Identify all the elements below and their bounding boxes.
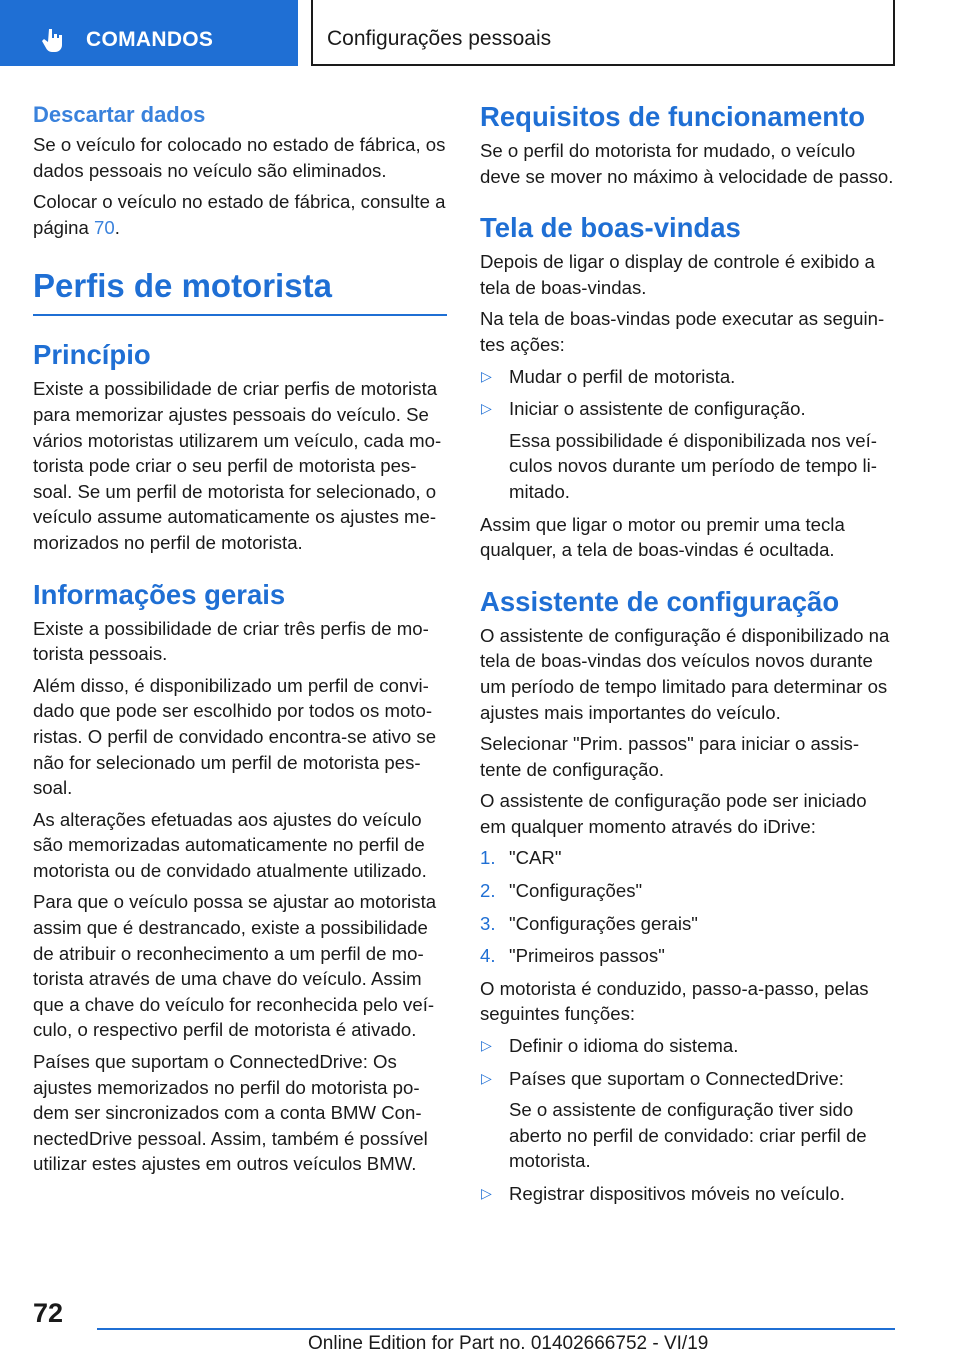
paragraph: Existe a possibilidade de criar três perfis de motorista pessoais. (33, 617, 429, 665)
text-run: . (114, 216, 120, 238)
numbered-list (480, 845, 894, 968)
heading-principio: Princípio (33, 339, 151, 371)
paragraph: Existe a possibilidade de criar perfis de motorista para memorizar ajustes pessoais do veículo. Se vários motoristas utilizarem um veículo, cada motorista pode criar o seu perfil de motorista pessoal. Se um perfil de motorista for selecionado, o veículo assume automaticamente os ajustes memorizados no perfil de motorista. (33, 378, 442, 553)
paragraph: Selecionar "Prim. passos" para iniciar o assistente de configuração. (480, 733, 860, 780)
list-item-subtext: Essa possibilidade é disponibilizada nos veículos novos durante um período de tempo limitado. (509, 429, 877, 502)
page-header (311, 0, 895, 66)
list-item-text: "Configurações gerais" (509, 912, 698, 934)
list-item-text: "Primeiros passos" (509, 945, 665, 967)
step-number: 1. (480, 847, 496, 869)
paragraph: As alterações efetuadas aos ajustes do veículo são memorizadas automaticamente no perfil de motorista ou de convidado atualmente utilizado. (33, 808, 427, 881)
list-item-subtext: Se o assistente de configuração tiver sido aberto no perfil de convidado: criar perfil de motorista. (509, 1099, 867, 1172)
heading-tela-boas-vindas: Tela de boas-vindas (480, 212, 741, 244)
list-item (480, 396, 894, 504)
hand-pointer-icon (40, 27, 66, 53)
list-item (480, 878, 894, 904)
list-item (480, 364, 894, 390)
step-number: 3. (480, 912, 496, 934)
triangle-bullet-icon: ▷ (481, 400, 492, 417)
heading-assistente: Assistente de configuração (480, 585, 840, 617)
page-title: Configurações pessoais (327, 27, 552, 50)
chapter-title: Perfis de motorista (33, 266, 447, 316)
triangle-bullet-icon: ▷ (481, 1037, 492, 1054)
paragraph: Se o veículo for colocado no estado de fábrica, os dados pessoais no veículo são eliminados. (33, 134, 446, 181)
heading-descartar-dados: Descartar dados (33, 102, 206, 127)
list-item (480, 1033, 894, 1059)
paragraph: Na tela de boas-vindas pode executar as seguintes ações: (480, 308, 885, 355)
section-label: COMANDOS (86, 28, 214, 51)
paragraph: Países que suportam o ConnectedDrive: Os ajustes memorizados no perfil do motorista podem ser sincronizados com a conta BMW ConnectedDrive pessoal. Assim, também é possível utilizar estes ajustes em outros veículos BMW. (33, 1051, 428, 1175)
list-item (480, 1066, 894, 1174)
heading-informacoes-gerais: Informações gerais (33, 578, 286, 610)
footer-divider (97, 1328, 895, 1330)
triangle-bullet-icon: ▷ (481, 1185, 492, 1201)
paragraph: Se o perfil do motorista for mudado, o veículo deve se mover no máximo à velocidade de passo. (480, 140, 894, 187)
edition-note: Online Edition for Part no. 01402666752 - VI/19 (308, 1333, 709, 1354)
list-item-text: Registrar dispositivos móveis no veículo. (509, 1183, 845, 1204)
list-item-text: "Configurações" (509, 880, 643, 902)
list-item-text: Países que suportam o ConnectedDrive: (509, 1067, 844, 1089)
paragraph (33, 189, 447, 240)
list-item-text: Definir o idioma do sistema. (509, 1035, 739, 1057)
list-item-text: Mudar o perfil de motorista. (509, 365, 736, 387)
paragraph: O assistente de configuração pode ser iniciado em qualquer momento através do iDrive: (480, 790, 867, 837)
triangle-bullet-icon: ▷ (481, 367, 492, 384)
paragraph: Para que o veículo possa se ajustar ao motorista assim que é destrancado, existe a possibilidade de atribuir o reconhecimento a um perfil de motorista através de uma chave do veículo. Assim que a chave do veículo for reconhecida pelo veículo, o respectivo perfil de motorista é ativado. (33, 891, 437, 1041)
list-item (480, 911, 894, 937)
list-item (480, 845, 894, 871)
paragraph: Assim que ligar o motor ou premir uma tecla qualquer, a tela de boas-vindas é ocultada. (480, 513, 845, 561)
paragraph: O motorista é conduzido, passo-a-passo, pelas seguintes funções: (480, 977, 869, 1025)
right-column (480, 100, 894, 1214)
paragraph: Depois de ligar o display de controle é exibido a tela de boas-vindas. (480, 251, 875, 298)
list-item (480, 943, 894, 969)
step-number: 4. (480, 945, 496, 967)
bullet-list (480, 364, 894, 505)
left-column (33, 100, 447, 1183)
page-number: 72 (33, 1298, 64, 1328)
triangle-bullet-icon: ▷ (481, 1069, 492, 1086)
list-item (480, 1181, 894, 1207)
list-item-text: "CAR" (509, 847, 562, 869)
page-link[interactable]: 70 (94, 216, 115, 238)
step-number: 2. (480, 880, 496, 902)
list-item-text: Iniciar o assistente de configuração. (509, 398, 806, 420)
paragraph: Além disso, é disponibilizado um perfil de convidado que pode ser escolhido por todos os motoristas. O perfil de convidado encontra-se ativo se não for selecionado um perfil de motorista pessoal. (33, 674, 437, 799)
text-run: Colocar o veículo no estado de fábrica, consulte a página (33, 191, 446, 238)
paragraph: O assistente de configuração é disponibilizado na tela de boas-vindas dos veículos novos durante um período de tempo limitado para determinar os ajustes mais importantes do veículo. (480, 624, 890, 723)
section-tab (0, 0, 298, 66)
heading-requisitos: Requisitos de funcionamento (480, 101, 866, 132)
bullet-list (480, 1033, 894, 1207)
